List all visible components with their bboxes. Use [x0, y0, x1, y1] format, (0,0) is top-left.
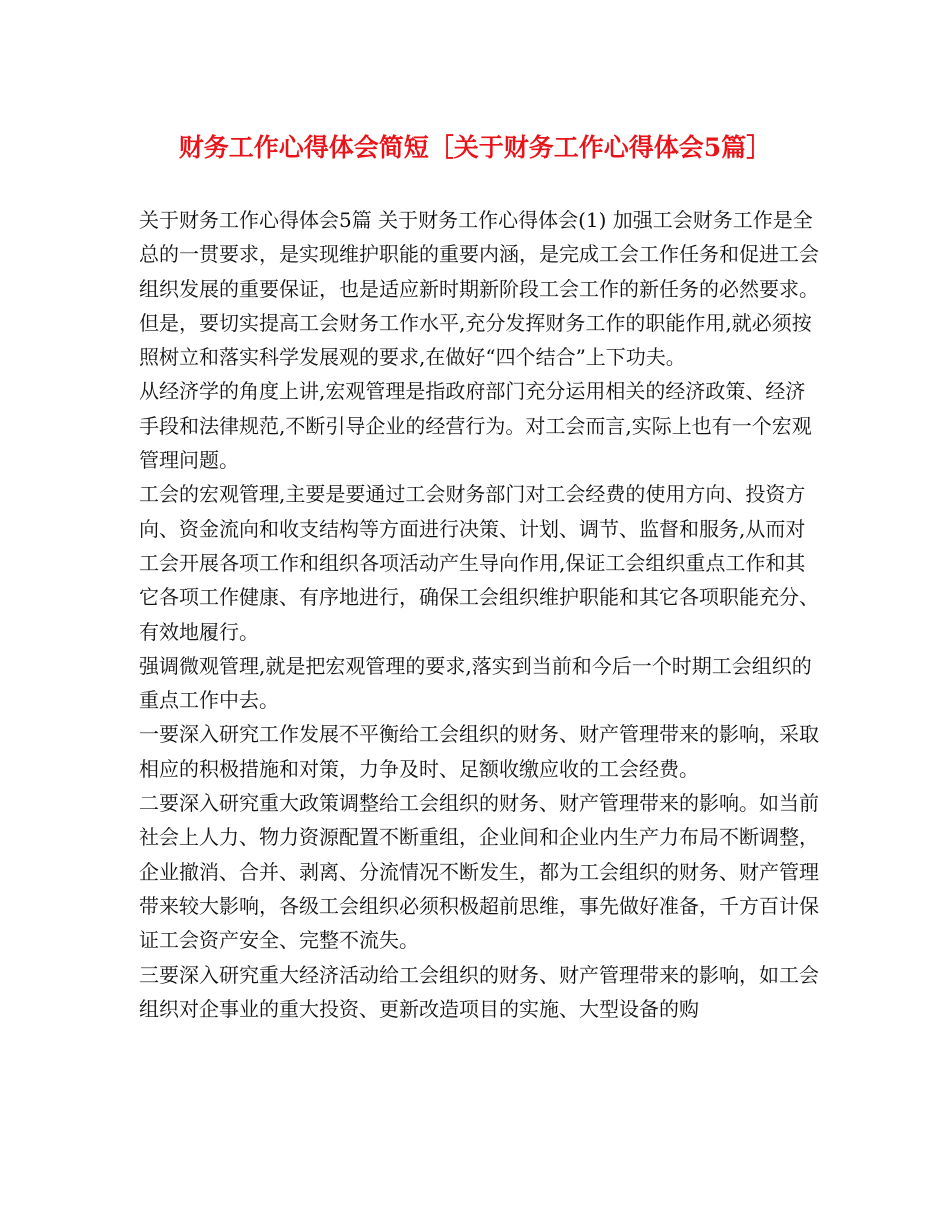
document-title: 财务工作心得体会简短［关于财务工作心得体会5篇］ [178, 133, 772, 162]
paragraph: 二要深入研究重大政策调整给工会组织的财务、财产管理带来的影响。如当前社会上人力、物力资源配置不断重组，企业间和企业内生产力布局不断调整，企业撤消、合并、剥离、分流情况不断发生，都为工会组织的财务、财产管理带来较大影响，各级工会组织必须积极超前思维，事先做好准备，千方百计保证工会资产安全、完整不流失。 [139, 791, 819, 953]
paragraph: 强调微观管理,就是把宏观管理的要求,落实到当前和今后一个时期工会组织的重点工作中去。 [139, 653, 812, 713]
paragraph: 从经济学的角度上讲,宏观管理是指政府部门充分运用相关的经济政策、经济手段和法律规范,不断引导企业的经营行为。对工会而言,实际上也有一个宏观管理问题。 [139, 379, 812, 473]
paragraph: 一要深入研究工作发展不平衡给工会组织的财务、财产管理带来的影响，采取相应的积极措施和对策，力争及时、足额收缴应收的工会经费。 [139, 722, 819, 781]
paragraph: 关于财务工作心得体会5篇 关于财务工作心得体会(1) 加强工会财务工作是全总的一贯要求，是实现维护职能的重要内涵，是完成工会工作任务和促进工会组织发展的重要保证，也是适应新时期新阶段工会工作的新任务的必然要求。但是，要切实提高工会财务工作水平,充分发挥财务工作的职能作用,就必须按照树立和落实科学发展观的要求,在做好“四个结合”上下功夫。 [139, 208, 819, 370]
paragraph: 工会的宏观管理,主要是要通过工会财务部门对工会经费的使用方向、投资方向、资金流向和收支结构等方面进行决策、计划、调节、监督和服务,从而对工会开展各项工作和组织各项活动产生导向作用,保证工会组织重点工作和其它各项工作健康、有序地进行，确保工会组织维护职能和其它各项职能充分、有效地履行。 [139, 482, 819, 644]
paragraph: 三要深入研究重大经济活动给工会组织的财务、财产管理带来的影响，如工会组织对企事业的重大投资、更新改造项目的实施、大型设备的购 [139, 962, 819, 1021]
document-body [139, 203, 819, 1026]
